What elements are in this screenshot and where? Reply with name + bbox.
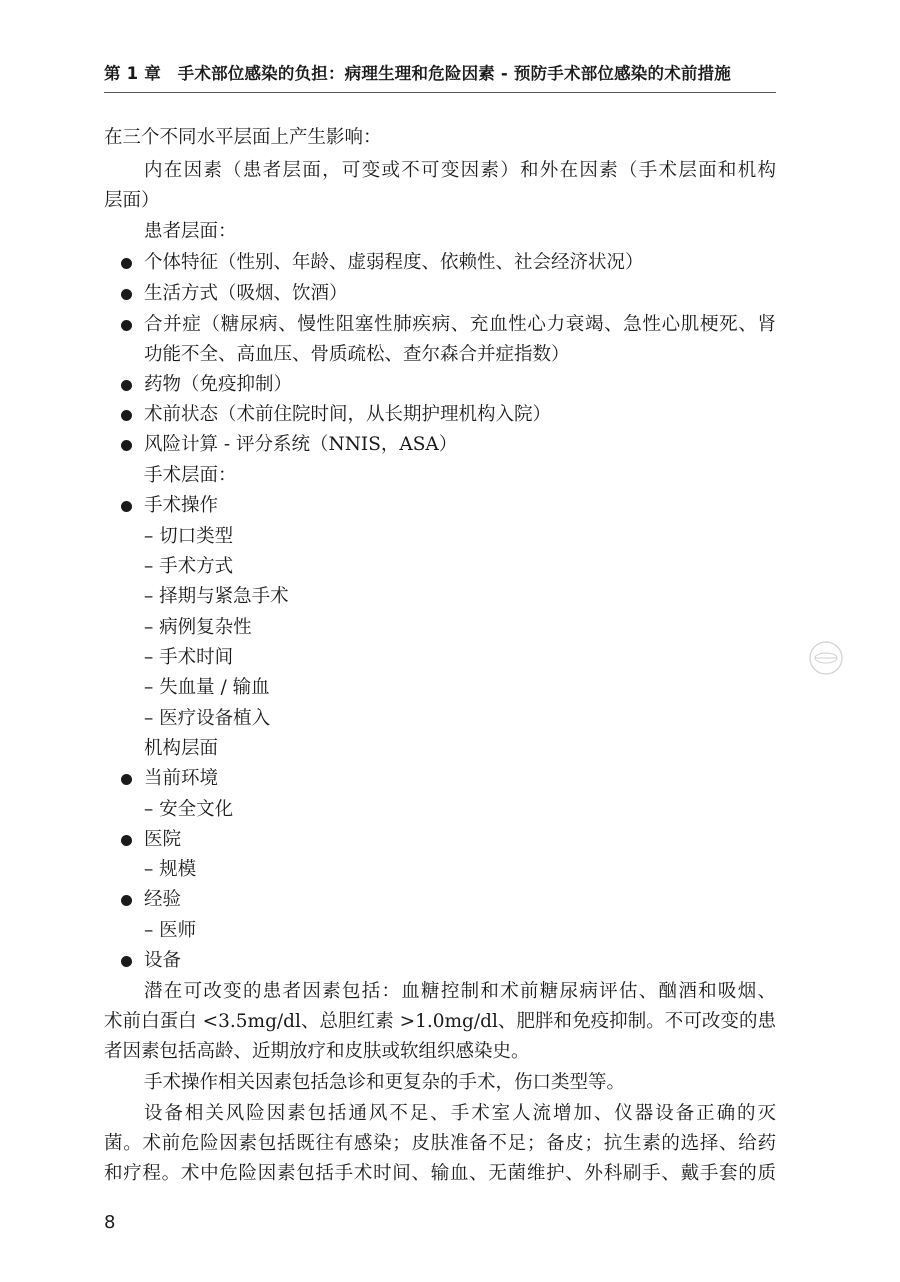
intro-line: 在三个不同水平层面上产生影响： (104, 127, 382, 148)
bullet-icon (121, 320, 132, 331)
list-item-text: 个体特征（性别、年龄、虚弱程度、依赖性、社会经济状况） (144, 252, 644, 273)
sub-list-item: – 切口类型 (144, 526, 234, 547)
header-rule (104, 92, 776, 93)
page-number: 8 (104, 1212, 116, 1233)
list-item-text: 生活方式（吸烟、饮酒） (144, 283, 348, 304)
list-item-text: 合并症（糖尿病、慢性阻塞性肺疾病、充血性心力衰竭、急性心肌梗死、肾 (144, 314, 776, 335)
sub-list-item: – 医疗设备植入 (144, 708, 271, 729)
bullet-icon (121, 835, 132, 846)
paragraph-line: 设备相关风险因素包括通风不足、手术室人流增加、仪器设备正确的灭 (144, 1103, 776, 1124)
patient-level-heading: 患者层面： (144, 221, 237, 242)
bullet-icon (121, 258, 132, 269)
watermark-logo-icon (808, 640, 844, 676)
list-item-continuation: 功能不全、高血压、骨质疏松、查尔森合并症指数） (144, 344, 570, 365)
list-item-text: 设备 (144, 950, 182, 971)
bullet-icon (121, 440, 132, 451)
intro-para-line-2: 层面） (104, 190, 160, 211)
institution-level-heading: 机构层面 (144, 738, 219, 759)
paragraph-line: 和疗程。术中危险因素包括手术时间、输血、无菌维护、外科刷手、戴手套的质 (104, 1163, 776, 1184)
list-item-text: 手术操作 (144, 495, 219, 516)
list-item-text: 风险计算 - 评分系统（NNIS，ASA） (144, 434, 458, 455)
surgery-level-heading: 手术层面： (144, 465, 237, 486)
list-item-text: 药物（免疫抑制） (144, 374, 293, 395)
bullet-icon (121, 501, 132, 512)
list-item-text: 医院 (144, 829, 182, 850)
bullet-icon (121, 289, 132, 300)
paragraph-line: 术前白蛋白 <3.5mg/dl、总胆红素 >1.0mg/dl、肥胖和免疫抑制。不可改变的患 (104, 1011, 776, 1032)
paragraph-line: 菌。术前危险因素包括既往有感染；皮肤准备不足；备皮；抗生素的选择、给药 (104, 1133, 776, 1154)
list-item-text: 术前状态（术前住院时间，从长期护理机构入院） (144, 404, 552, 425)
paragraph-line: 者因素包括高龄、近期放疗和皮肤或软组织感染史。 (104, 1041, 530, 1062)
sub-list-item: – 规模 (144, 859, 197, 880)
bullet-icon (121, 895, 132, 906)
sub-list-item: – 手术方式 (144, 556, 234, 577)
bullet-icon (121, 774, 132, 785)
list-item-text: 当前环境 (144, 768, 219, 789)
running-header: 第 1 章 手术部位感染的负担：病理生理和危险因素 - 预防手术部位感染的术前措施 (104, 64, 732, 83)
sub-list-item: – 医师 (144, 920, 197, 941)
list-item-text: 经验 (144, 889, 182, 910)
intro-para-line-1: 内在因素（患者层面，可变或不可变因素）和外在因素（手术层面和机构 (144, 160, 776, 181)
bullet-icon (121, 956, 132, 967)
sub-list-item: – 安全文化 (144, 799, 234, 820)
bullet-icon (121, 410, 132, 421)
sub-list-item: – 择期与紧急手术 (144, 586, 289, 607)
bullet-icon (121, 380, 132, 391)
sub-list-item: – 失血量 / 输血 (144, 677, 270, 698)
paragraph-surgical-factors: 手术操作相关因素包括急诊和更复杂的手术，伤口类型等。 (144, 1072, 626, 1093)
sub-list-item: – 病例复杂性 (144, 617, 252, 638)
paragraph-line: 潜在可改变的患者因素包括：血糖控制和术前糖尿病评估、酗酒和吸烟、 (144, 981, 776, 1002)
sub-list-item: – 手术时间 (144, 647, 234, 668)
